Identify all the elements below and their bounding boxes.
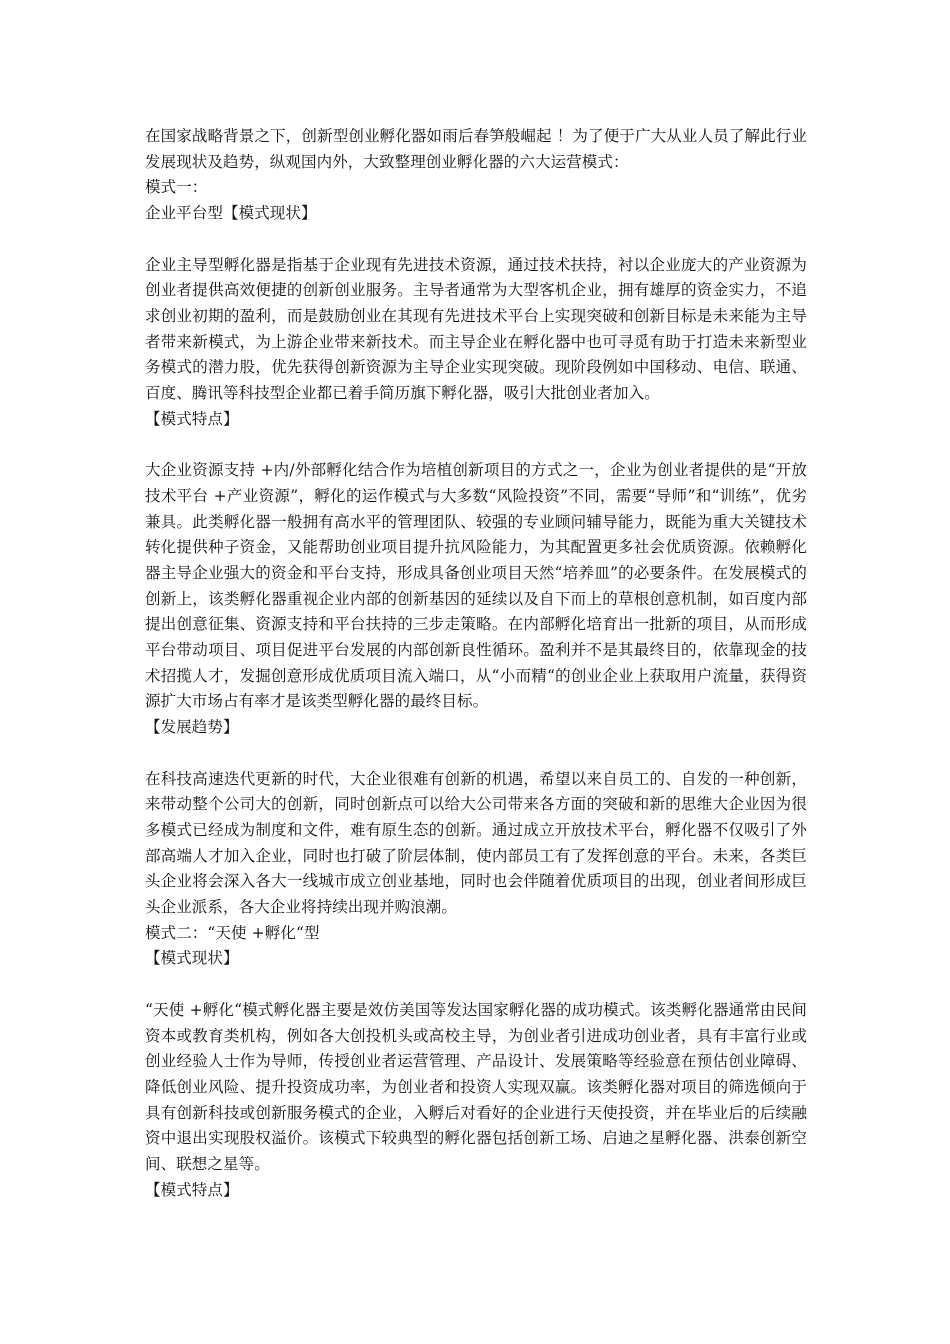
mode1-status-paragraph: 企业主导型孵化器是指基于企业现有先进技术资源，通过技术扶持，衬以企业庞大的产业资源为创业者提供高效便捷的创新创业服务。主导者通常为大型客机企业，拥有雄厚的资金实力，不追求创业初期的盈利，而是鼓励创业在其现有先进技术平台上实现突破和创新目标是未来能为主导者带来新模式，为上游企业带来新技术。而主导企业在孵化器中也可寻觅有助于打造未来新型业务模式的潜力股，优先获得创新资源为主导企业实现突破。现阶段例如中国移动、电信、联通、百度、腾讯等科技型企业都已着手简历旗下孵化器，吸引大批创业者加入。	[145, 255, 807, 403]
mode2-features-label: 【模式特点】	[145, 1180, 239, 1199]
blank-line	[145, 432, 807, 458]
mode1-features-paragraph: 大企业资源支持 +内/外部孵化结合作为培植创新项目的方式之一，企业为创业者提供的是“开放技术平台 +产业资源”，孵化的运作模式与大多数“风险投资”不同，需要“导师”和“训练”，优劣兼具。此类孵化器一般拥有高水平的管理团队、较强的专业顾问辅导能力，既能为重大关键技术转化提供种子资金，又能帮助创业项目提升抗风险能力，为其配置更多社会优质资源。依赖孵化器主导企业强大的资金和平台支持，形成具备创业项目天然“培养皿”的必要条件。在发展模式的创新上，该类孵化器重视企业内部的创新基因的延续以及自下而上的草根创意机制，如百度内部提出创意征集、资源支持和平台扶持的三步走策略。在内部孵化培育出一批新的项目，从而形成平台带动项目、项目促进平台发展的内部创新良性循环。盈利并不是其最终目的，依靠现金的技术招揽人才，发掘创意形成优质项目流入端口，从“小而精“的创业企业上获取用户流量，获得资源扩大市场占有率才是该类型孵化器的最终目标。	[145, 461, 807, 711]
document-body	[145, 124, 807, 1203]
blank-line	[145, 972, 807, 998]
mode1-subheading: 企业平台型【模式现状】	[145, 204, 317, 223]
blank-line	[145, 227, 807, 253]
mode2-heading: 模式二：“天使 +孵化“型	[145, 923, 320, 942]
mode2-status-paragraph: “天使 +孵化“模式孵化器主要是效仿美国等发达国家孵化器的成功模式。该类孵化器通常由民间资本或教育类机构，例如各大创投机头或高校主导，为创业者引进成功创业者，具有丰富行业或创业经验人士作为导师，传授创业者运营管理、产品设计、发展策略等经验意在预估创业障碍、降低创业风险、提升投资成功率，为创业者和投资人实现双赢。该类孵化器对项目的筛选倾向于具有创新科技或创新服务模式的企业，入孵后对看好的企业进行天使投资，并在毕业后的后续融资中退出实现股权溢价。该模式下较典型的孵化器包括创新工场、启迪之星孵化器、洪泰创新空间、联想之星等。	[145, 1000, 807, 1174]
mode1-trend-paragraph: 在科技高速迭代更新的时代，大企业很难有创新的机遇，希望以来自员工的、自发的一种创新，来带动整个公司大的创新，同时创新点可以给大公司带来各方面的突破和新的思维大企业因为很多模式已经成为制度和文件，难有原生态的创新。通过成立开放技术平台，孵化器不仅吸引了外部高端人才加入企业，同时也打破了阶层体制，使内部员工有了发挥创意的平台。未来，各类巨头企业将会深入各大一线城市成立创业基地，同时也会伴随着优质项目的出现，创业者间形成巨头企业派系，各大企业将持续出现并购浪潮。	[145, 769, 807, 917]
intro-paragraph: 在国家战略背景之下，创新型创业孵化器如雨后春笋般崛起 ！为了便于广大从业人员了解此行业发展现状及趋势，纵观国内外，大致整理创业孵化器的六大运营模式：	[145, 127, 807, 171]
mode1-trend-label: 【发展趋势】	[145, 718, 239, 737]
mode1-features-label: 【模式特点】	[145, 409, 239, 428]
blank-line	[145, 741, 807, 767]
mode1-heading: 模式一：	[145, 178, 208, 197]
mode2-status-label: 【模式现状】	[145, 949, 239, 968]
